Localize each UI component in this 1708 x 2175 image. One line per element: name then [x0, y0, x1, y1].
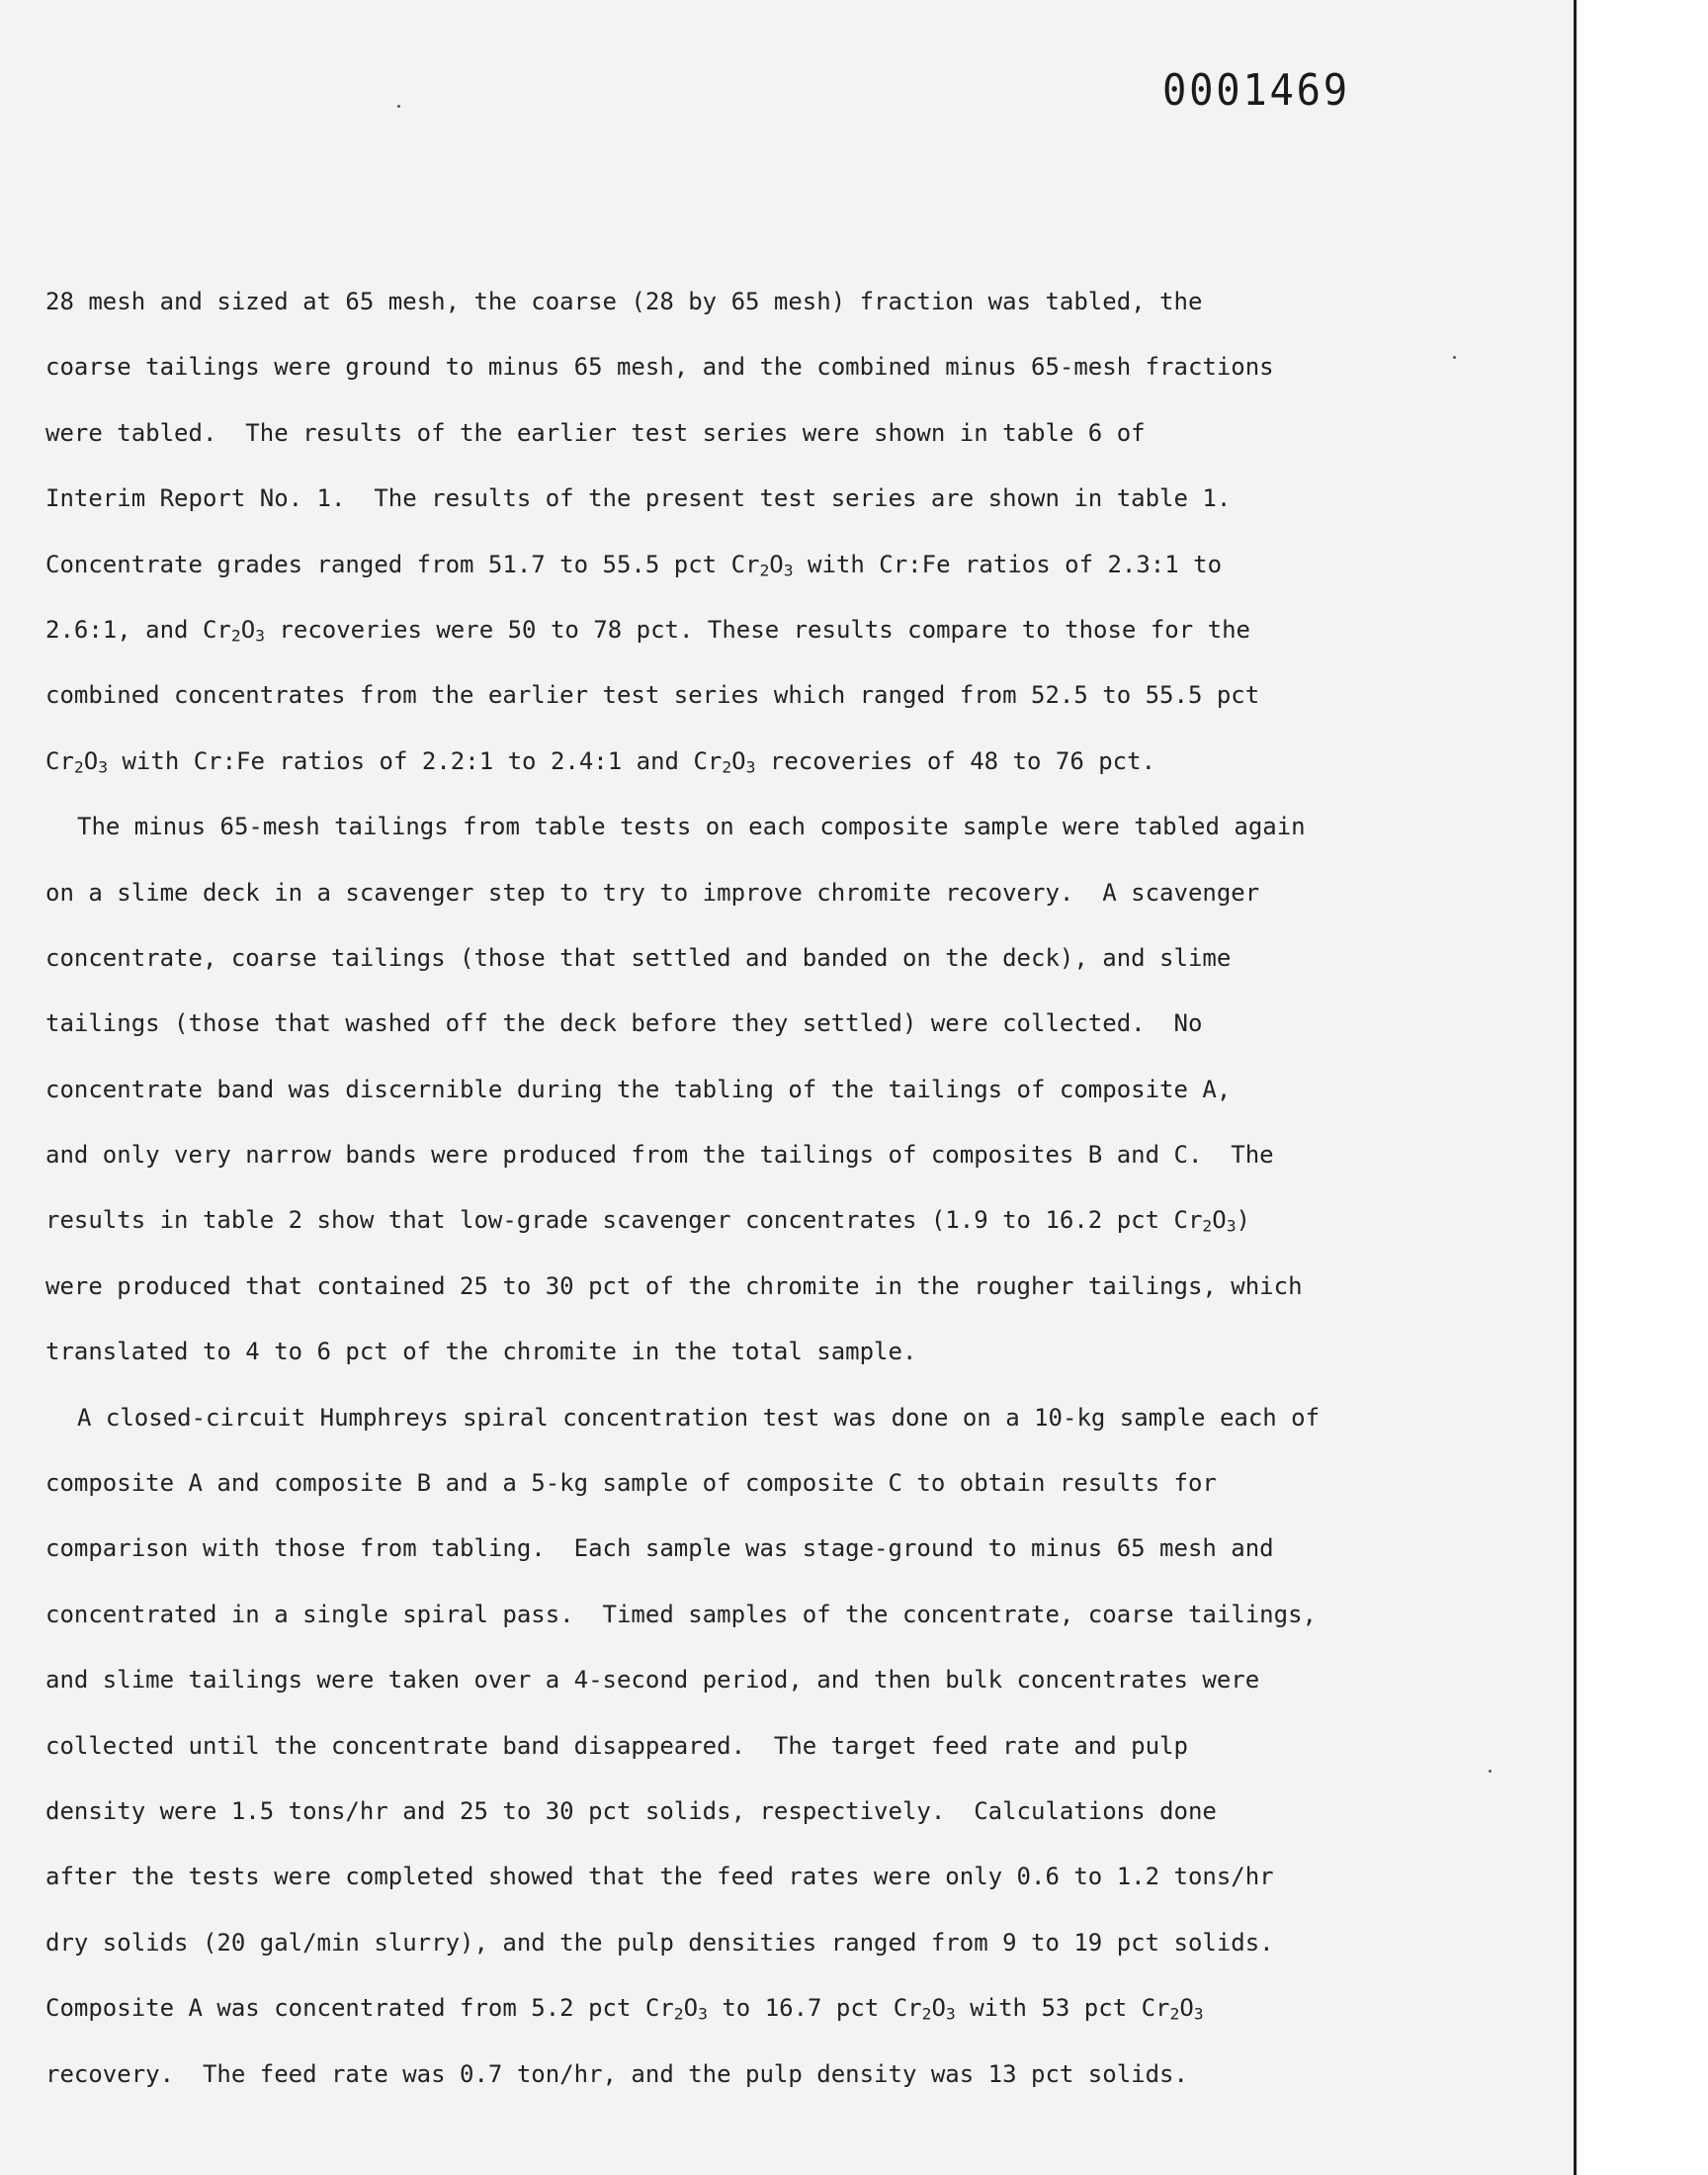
text-line: after the tests were completed showed that the feed rates were only 0.6 to 1.2 tons/hr: [45, 1863, 1274, 1891]
chemical-formula-cr2o3: $Cr_2O_3$: [45, 746, 109, 777]
text-line: recovery. The feed rate was 0.7 ton/hr, and the pulp density was 13 pct solids.: [45, 2059, 1188, 2088]
body-text: [45, 269, 1528, 2107]
text-line: translated to 4 to 6 pct of the chromite in the total sample.: [45, 1338, 917, 1366]
chemical-formula-cr2o3: $Cr_2O_3$: [730, 550, 794, 580]
text-line: were tabled. The results of the earlier test series were shown in table 6 of: [45, 418, 1146, 447]
text-line: The minus 65-mesh tailings from table tests on each composite sample were tabled again: [77, 813, 1306, 841]
scan-margin: [1577, 0, 1708, 2175]
paragraph: [45, 1385, 1528, 2107]
text-line: were produced that contained 25 to 30 pct of the chromite in the rougher tailings, which: [45, 1271, 1303, 1300]
text-line: Concentrate grades ranged from 51.7 to 55.5 pct $Cr_2O_3$ with Cr:Fe ratios of 2.3:1 to: [45, 550, 1223, 580]
text-line: combined concentrates from the earlier test series which ranged from 52.5 to 55.5 pct: [45, 681, 1260, 710]
text-line: concentrate band was discernible during the tabling of the tailings of composite A,: [45, 1075, 1232, 1103]
paragraph: [45, 794, 1528, 1385]
text-line: density were 1.5 tons/hr and 25 to 30 pct solids, respectively. Calculations done: [45, 1796, 1217, 1825]
text-line: composite A and composite B and a 5-kg sample of composite C to obtain results for: [45, 1469, 1217, 1498]
text-line: 2.6:1, and $Cr_2O_3$ recoveries were 50 to 78 pct. These results compare to those for the: [45, 615, 1250, 646]
chemical-formula-cr2o3: $Cr_2O_3$: [693, 746, 756, 777]
scan-speck: [1489, 1770, 1492, 1773]
text-line: concentrate, coarse tailings (those that settled and banded on the deck), and slime: [45, 943, 1232, 972]
page-number-stamp: 0001469: [1162, 65, 1350, 116]
text-line: collected until the concentrate band disappeared. The target feed rate and pulp: [45, 1731, 1188, 1760]
scan-speck: [397, 105, 400, 108]
text-line: Interim Report No. 1. The results of the present test series are shown in table 1.: [45, 484, 1232, 513]
text-line: tailings (those that washed off the deck before they settled) were collected. No: [45, 1009, 1203, 1038]
paragraphs-container: [45, 269, 1528, 2107]
chemical-formula-cr2o3: $Cr_2O_3$: [644, 1994, 708, 2024]
text-line: A closed-circuit Humphreys spiral concentration test was done on a 10-kg sample each of: [77, 1403, 1321, 1432]
text-line: on a slime deck in a scavenger step to try to improve chromite recovery. A scavenger: [45, 878, 1260, 907]
chemical-formula-cr2o3: $Cr_2O_3$: [1173, 1206, 1237, 1237]
text-line: dry solids (20 gal/min slurry), and the pulp densities ranged from 9 to 19 pct solids.: [45, 1928, 1274, 1957]
text-line: Composite A was concentrated from 5.2 pct $Cr_2O_3$ to 16.7 pct $Cr_2O_3$ with 53 pct $Cr_2O_3$: [45, 1994, 1204, 2024]
chemical-formula-cr2o3: $Cr_2O_3$: [1141, 1994, 1204, 2024]
text-line: $Cr_2O_3$ with Cr:Fe ratios of 2.2:1 to 2.4:1 and $Cr_2O_3$ recoveries of 48 to 76 pct.: [45, 746, 1156, 777]
paragraph: [45, 269, 1528, 794]
text-line: and only very narrow bands were produced from the tailings of composites B and C. The: [45, 1141, 1274, 1170]
text-line: coarse tailings were ground to minus 65 mesh, and the combined minus 65-mesh fractions: [45, 353, 1274, 382]
text-line: 28 mesh and sized at 65 mesh, the coarse (28 by 65 mesh) fraction was tabled, the: [45, 288, 1203, 315]
text-line: results in table 2 show that low-grade scavenger concentrates (1.9 to 16.2 pct $Cr_2O_3$): [45, 1206, 1250, 1237]
chemical-formula-cr2o3: $Cr_2O_3$: [202, 615, 265, 646]
chemical-formula-cr2o3: $Cr_2O_3$: [893, 1994, 956, 2024]
text-line: and slime tailings were taken over a 4-second period, and then bulk concentrates were: [45, 1666, 1260, 1695]
text-line: comparison with those from tabling. Each sample was stage-ground to minus 65 mesh and: [45, 1534, 1274, 1563]
scan-speck: [1453, 356, 1456, 359]
text-line: concentrated in a single spiral pass. Timed samples of the concentrate, coarse tailings,: [45, 1600, 1317, 1628]
